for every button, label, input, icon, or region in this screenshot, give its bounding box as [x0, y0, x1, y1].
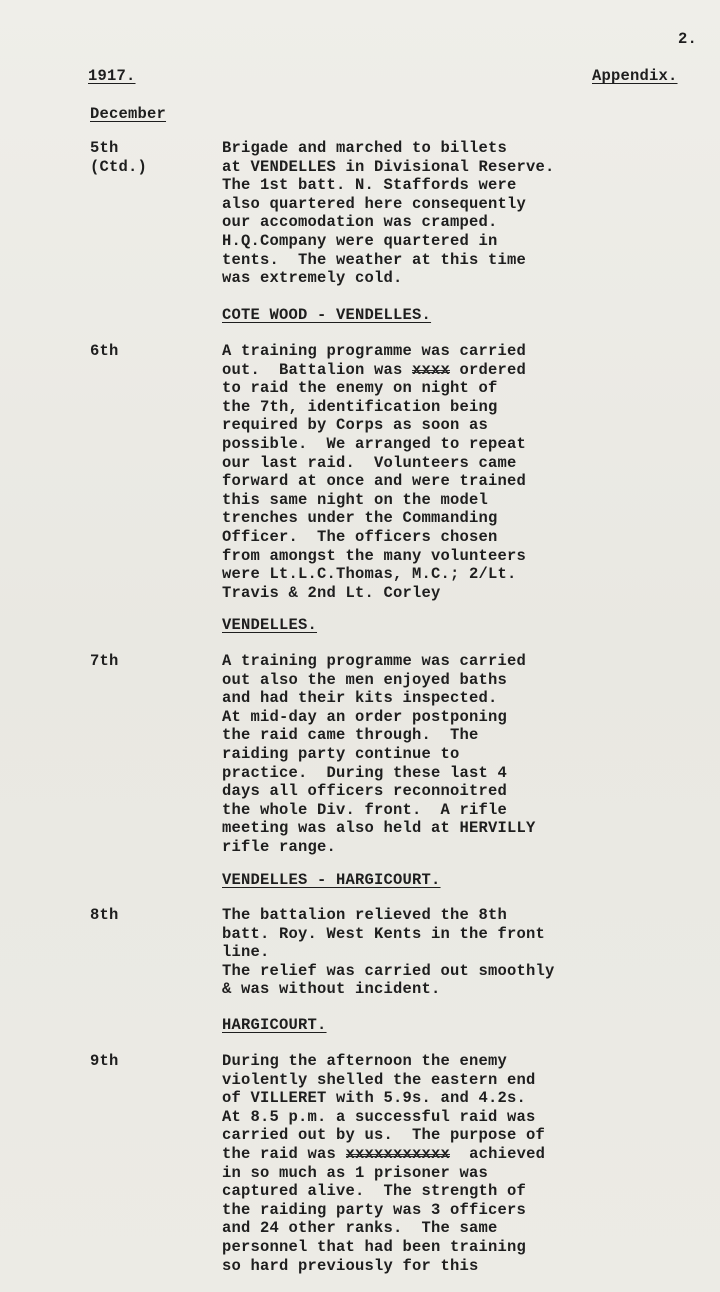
location-heading: COTE WOOD - VENDELLES.: [222, 306, 432, 324]
location-heading: VENDELLES - HARGICOURT.: [222, 871, 441, 889]
entry-text: A training programme was carried out. Battalion was xxxx ordered to raid the enemy on night of the 7th, identification being required by Corps as soon as possible. We arranged to repeat our last raid. Volunteers came forward at once and were trained this same night on the model trenches under the Commanding Officer. The officers chosen from amongst the many volunteers were Lt.L.C.Thomas, M.C.; 2/Lt. Travis & 2nd Lt. Corley: [222, 342, 527, 602]
entry-date: 6th: [90, 342, 119, 360]
location-heading: VENDELLES.: [222, 616, 318, 634]
struck-out-text: xxxx: [412, 360, 451, 379]
entry-date-continued: (Ctd.): [90, 158, 148, 176]
entry-text: Brigade and marched to billets at VENDELLES in Divisional Reserve. The 1st batt. N. Staffords were also quartered here consequently our accomodation was cramped. H.Q.Company were quartered in tents. The weather at this time was extremely cold.: [222, 139, 555, 288]
appendix-heading: Appendix.: [592, 67, 678, 85]
page-number: 2.: [678, 30, 698, 48]
location-heading: HARGICOURT.: [222, 1016, 327, 1034]
entry-date: 9th: [90, 1052, 119, 1070]
month-heading: December: [90, 105, 167, 123]
entry-text: During the afternoon the enemy violently shelled the eastern end of VILLERET with 5.9s. and 4.2s. At 8.5 p.m. a successful raid was carried out by us. The purpose of the raid was xxxxxxxxxxx achieved in so much as 1 prisoner was captured alive. The strength of the raiding party was 3 officers and 24 other ranks. The same personnel that had been training so hard previously for this: [222, 1052, 546, 1275]
entry-date: 8th: [90, 906, 119, 924]
year-heading: 1917.: [88, 67, 136, 85]
entry-date: 5th: [90, 139, 119, 157]
entry-text: A training programme was carried out also the men enjoyed baths and had their kits inspected. At mid-day an order postponing the raid came through. The raiding party continue to practice. During these last 4 days all officers reconnoitred the whole Div. front. A rifle meeting was also held at HERVILLY rifle range.: [222, 652, 536, 856]
struck-out-text: xxxxxxxxxxx: [345, 1144, 451, 1163]
entry-date: 7th: [90, 652, 119, 670]
entry-text: The battalion relieved the 8th batt. Roy. West Kents in the front line. The relief was carried out smoothly & was without incident.: [222, 906, 555, 999]
